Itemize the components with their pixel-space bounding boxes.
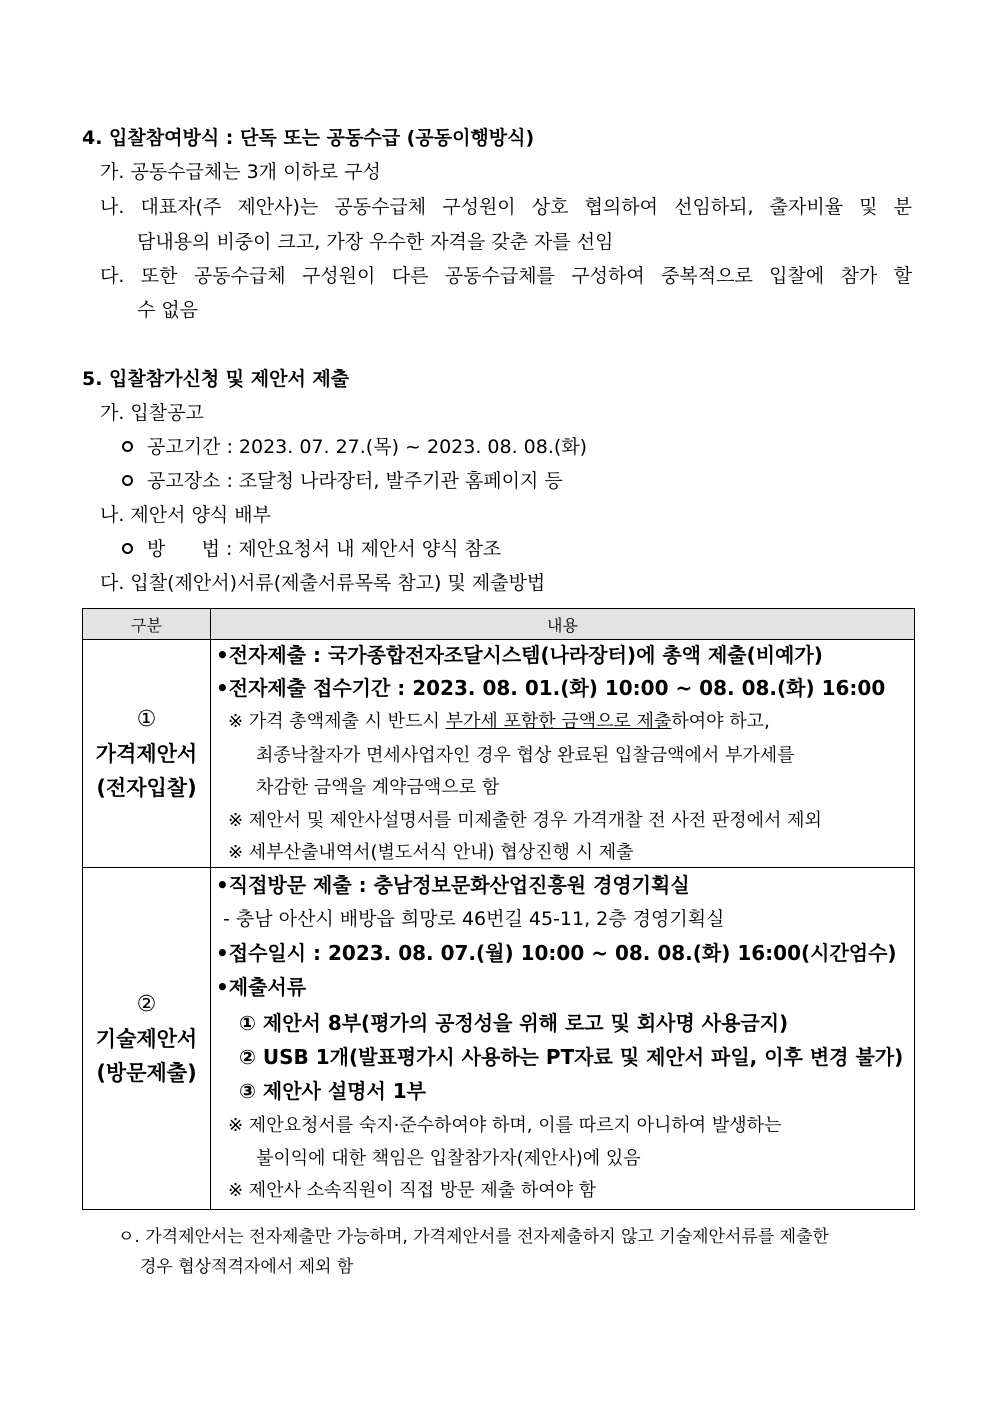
header-content: 내용: [211, 609, 915, 640]
header-category: 구분: [83, 609, 211, 640]
row1-line1: •전자제출 : 국가종합전자조달시스템(나라장터)에 총액 제출(비예가): [216, 643, 823, 667]
row1-line3-underlined: 부가세 포함한 금액으로 제출: [445, 711, 672, 732]
row1-line3-post: 하여야 하고,: [671, 711, 770, 732]
section5-title: 5. 입찰참가신청 및 제안서 제출: [82, 368, 350, 390]
content-technical: [211, 868, 915, 1210]
row2-line9: 불이익에 대한 책임은 입찰참가자(제안사)에 있음: [256, 1148, 641, 1169]
section5-item-na: 나. 제안서 양식 배부: [100, 504, 271, 526]
row2-category-line1: 기술제안서: [95, 1026, 198, 1051]
row1-line5: 차감한 금액을 계약금액으로 함: [256, 777, 500, 798]
row2-line7: ③ 제안사 설명서 1부: [239, 1079, 426, 1103]
row2-line5: ① 제안서 8부(평가의 공정성을 위해 로고 및 회사명 사용금지): [239, 1011, 789, 1035]
section4-title: 4. 입찰참여방식 : 단독 또는 공동수급 (공동이행방식): [82, 127, 535, 149]
row2-line1: •직접방문 제출 : 충남정보문화산업진흥원 경영기획실: [216, 873, 690, 897]
circle-bullet-icon: [122, 475, 133, 486]
circle-bullet-icon: [122, 441, 133, 452]
circle-bullet-icon: [122, 543, 133, 554]
row2-line3: •접수일시 : 2023. 08. 07.(월) 10:00 ~ 08. 08.(화) 16:00(시간엄수): [216, 941, 897, 965]
section5-item-da: 다. 입찰(제안서)서류(제출서류목록 참고) 및 제출방법: [100, 572, 546, 594]
row1-line6: ※ 제안서 및 제안사설명서를 미제출한 경우 가격개찰 전 사전 판정에서 제외: [228, 810, 822, 831]
table-row-price: [83, 640, 915, 868]
notice-place: 공고장소 : 조달청 나라장터, 발주기관 홈페이지 등: [147, 470, 563, 492]
row1-line7: ※ 세부산출내역서(별도서식 안내) 협상진행 시 제출: [228, 842, 634, 863]
row1-number: ①: [136, 706, 157, 732]
row2-line10: ※ 제안사 소속직원이 직접 방문 제출 하여야 함: [228, 1180, 597, 1201]
category-price: [83, 640, 211, 868]
footnote-line1: ㅇ. 가격제안서는 전자제출만 가능하며, 가격제안서를 전자제출하지 않고 기술제안서류를 제출한: [118, 1227, 829, 1247]
row2-number: ②: [136, 991, 157, 1017]
row2-line8: ※ 제안요청서를 숙지·준수하여야 하며, 이를 따르지 아니하여 발생하는: [228, 1115, 782, 1136]
section5-item-ga: 가. 입찰공고: [100, 402, 204, 424]
notice-period: 공고기간 : 2023. 07. 27.(목) ~ 2023. 08. 08.(화): [147, 436, 588, 458]
method-row: [122, 536, 501, 562]
row1-line4: 최종낙찰자가 면세사업자인 경우 협상 완료된 입찰금액에서 부가세를: [256, 745, 795, 766]
table-row-technical: [83, 868, 915, 1210]
section4-item-na-line2: 담내용의 비중이 크고, 가장 우수한 자격을 갖춘 자를 선임: [137, 231, 614, 253]
notice-place-row: [122, 468, 563, 494]
submission-table: [82, 608, 915, 1210]
content-price: [211, 640, 915, 868]
row1-line3-pre: ※ 가격 총액제출 시 반드시: [228, 711, 446, 732]
footnote-line2: 경우 협상적격자에서 제외 함: [140, 1257, 354, 1277]
row1-category-line2: (전자입찰): [96, 775, 197, 800]
row1-line3: [228, 707, 770, 737]
row1-category-line1: 가격제안서: [95, 741, 198, 766]
notice-period-row: [122, 434, 587, 460]
section4-item-na-line1: 나. 대표자(주 제안사)는 공동수급체 구성원이 상호 협의하여 선임하되, 출자비율 및 분: [100, 196, 912, 218]
section4-item-da-line2: 수 없음: [137, 299, 199, 321]
category-technical: [83, 868, 211, 1210]
row1-line2: •전자제출 접수기간 : 2023. 08. 01.(화) 10:00 ~ 08. 08.(화) 16:00: [216, 676, 886, 700]
row2-line4: •제출서류: [216, 975, 307, 999]
section4-item-da-line1: 다. 또한 공동수급체 구성원이 다른 공동수급체를 구성하여 중복적으로 입찰에 참가 할: [100, 265, 912, 287]
row2-line6: ② USB 1개(발표평가시 사용하는 PT자료 및 제안서 파일, 이후 변경 불가): [239, 1045, 904, 1069]
row2-line2: - 충남 아산시 배방읍 희망로 46번길 45-11, 2층 경영기획실: [223, 908, 725, 930]
row2-category-line2: (방문제출): [96, 1060, 197, 1085]
section4-item-ga: 가. 공동수급체는 3개 이하로 구성: [100, 161, 381, 183]
method: 방 법 : 제안요청서 내 제안서 양식 참조: [147, 538, 502, 560]
